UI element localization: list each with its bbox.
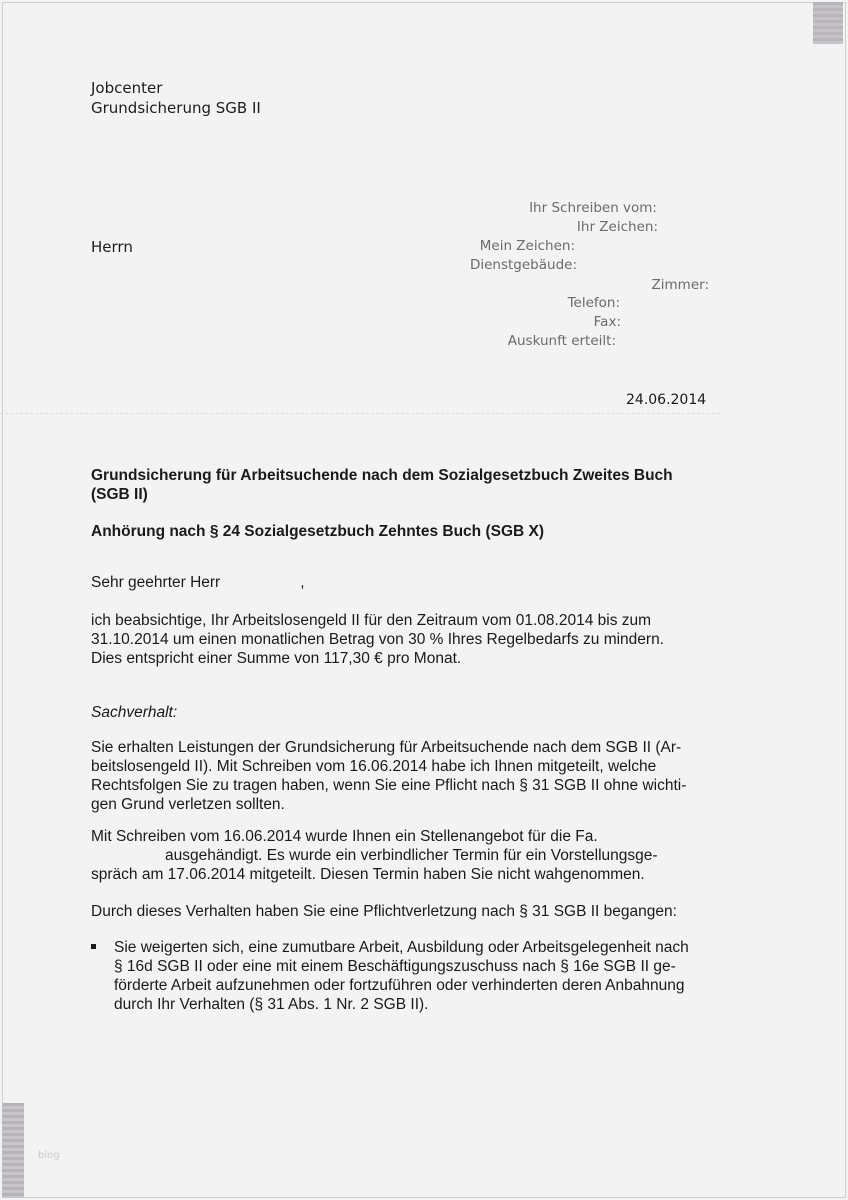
scan-footer-text: blog — [38, 1150, 60, 1161]
paragraph1-line-4: gen Grund verletzen sollten. — [91, 796, 285, 813]
intro-line-1: ich beabsichtige, Ihr Arbeitslosengeld II für den Zeitraum vom 01.08.2014 bis zum — [91, 612, 652, 629]
subject-line-3: Anhörung nach § 24 Sozialgesetzbuch Zehntes Buch (SGB X) — [91, 523, 545, 540]
subject-heading — [91, 466, 721, 504]
bullet-line-4: durch Ihr Verhalten (§ 31 Abs. 1 Nr. 2 SGB II). — [114, 996, 429, 1013]
bullet-line-3: förderte Arbeit aufzunehmen oder fortzuführen oder verhinderten deren Anbahnung — [114, 977, 685, 994]
paragraph-facts-1 — [91, 738, 721, 814]
paragraph1-line-2: beitslosengeld II). Mit Schreiben vom 16.06.2014 habe ich Ihnen mitgeteilt, welche — [91, 758, 657, 775]
fold-line — [0, 413, 720, 414]
label-zimmer: Zimmer: — [651, 277, 709, 293]
label-ihr-schreiben-vom: Ihr Schreiben vom: — [529, 200, 657, 216]
intro-line-3: Dies entspricht einer Summe von 117,30 € pro Monat. — [91, 650, 462, 667]
label-telefon: Telefon: — [567, 295, 620, 311]
paragraph1-line-3: Rechtsfolgen Sie zu tragen haben, wenn Sie eine Pflicht nach § 31 SGB II ohne wichti- — [91, 777, 687, 794]
section-heading-sachverhalt: Sachverhalt: — [91, 704, 178, 721]
greeting-comma: , — [300, 574, 305, 591]
subject-line-2: (SGB II) — [91, 486, 148, 503]
scan-artifact-bottom — [2, 1103, 24, 1198]
page-border — [2, 2, 846, 1198]
paragraph2-line-1: Mit Schreiben vom 16.06.2014 wurde Ihnen ein Stellenangebot für die Fa. — [91, 828, 598, 845]
greeting-text: Sehr geehrter Herr — [91, 574, 221, 591]
greeting — [91, 573, 721, 592]
bullet-square-icon — [91, 944, 96, 949]
bullet-line-1: Sie weigerten sich, eine zumutbare Arbeit, Ausbildung oder Arbeitsgelegenheit nach — [114, 939, 689, 956]
bullet-text — [114, 938, 724, 1014]
label-mein-zeichen: Mein Zeichen: — [479, 238, 575, 254]
sender-line-2: Grundsicherung SGB II — [91, 99, 261, 117]
sender-line-1: Jobcenter — [91, 79, 163, 97]
paragraph-facts-2 — [91, 827, 721, 884]
label-auskunft-erteilt: Auskunft erteilt: — [507, 333, 616, 349]
recipient-address: Herrn — [91, 238, 133, 256]
label-fax: Fax: — [593, 314, 621, 330]
intro-line-2: 31.10.2014 um einen monatlichen Betrag von 30 % Ihres Regelbedarfs zu mindern. — [91, 631, 664, 648]
paragraph1-line-1: Sie erhalten Leistungen der Grundsicherung für Arbeitsuchende nach dem SGB II (Ar- — [91, 739, 682, 756]
paragraph-violation: Durch dieses Verhalten haben Sie eine Pflichtverletzung nach § 31 SGB II begangen: — [91, 903, 677, 920]
scan-artifact-top — [813, 2, 843, 44]
label-ihr-zeichen: Ihr Zeichen: — [576, 219, 658, 235]
sender-address — [91, 78, 261, 118]
paragraph2-line-3: spräch am 17.06.2014 mitgeteilt. Diesen Termin haben Sie nicht wahgenommen. — [91, 866, 645, 883]
label-dienstgebaeude: Dienstgebäude: — [469, 257, 577, 273]
bullet-line-2: § 16d SGB II oder eine mit einem Beschäftigungszuschuss nach § 16e SGB II ge- — [114, 958, 676, 975]
subject-line-1: Grundsicherung für Arbeitsuchende nach dem Sozialgesetzbuch Zweites Buch — [91, 467, 673, 484]
paragraph2-line-2: ausgehändigt. Es wurde ein verbindlicher Termin für ein Vorstellungsge- — [165, 847, 658, 864]
letter-date: 24.06.2014 — [626, 392, 707, 408]
intro-paragraph — [91, 611, 721, 668]
